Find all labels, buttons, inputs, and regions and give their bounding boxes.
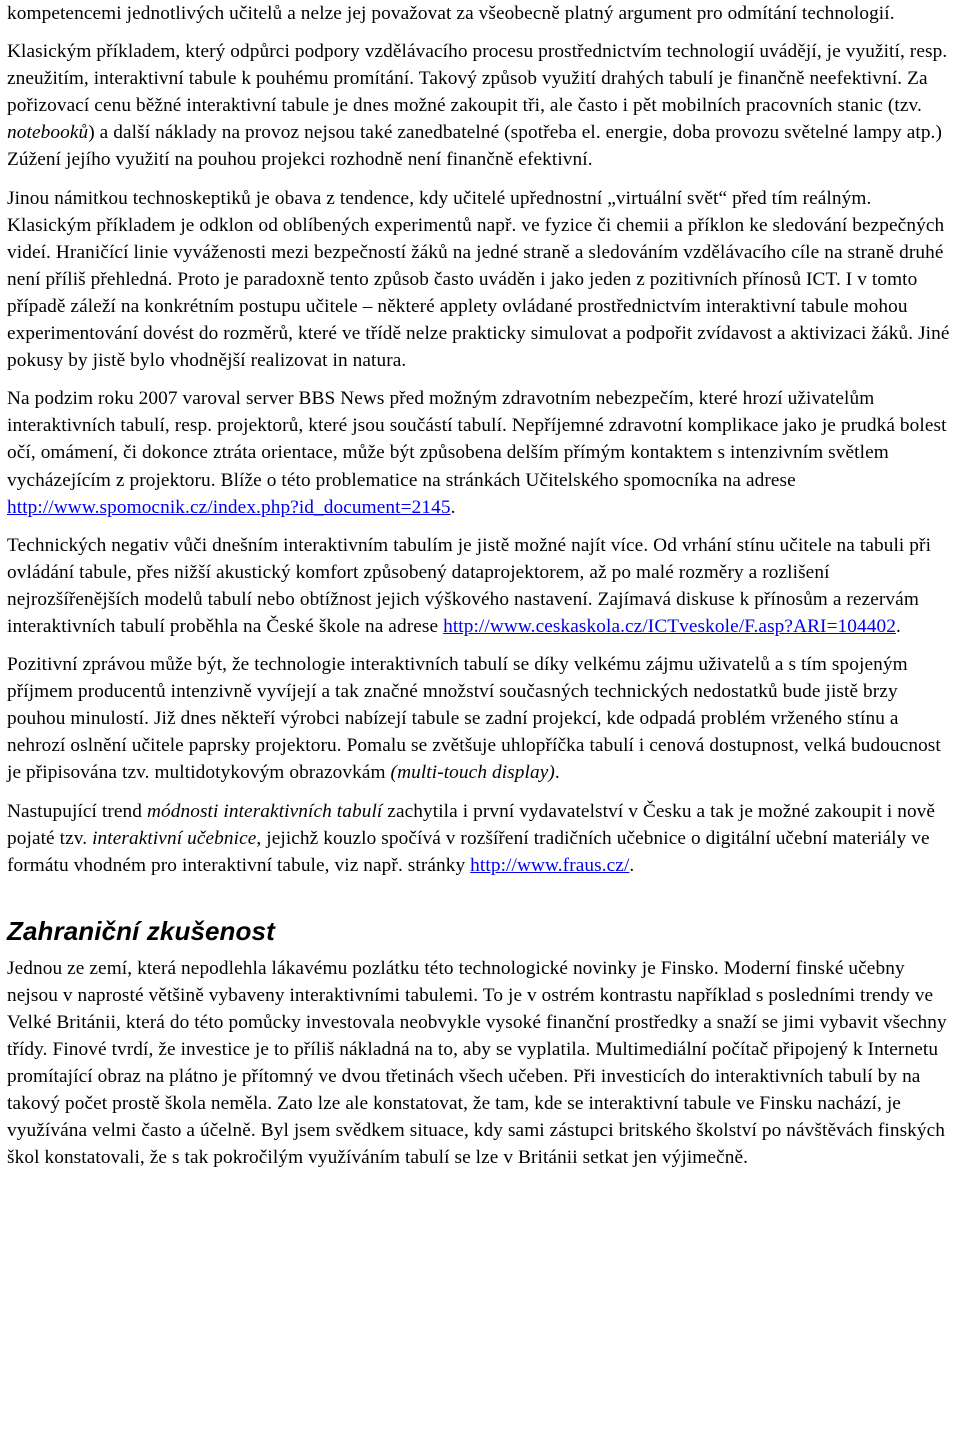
paragraph (7, 955, 955, 1172)
paragraph-text: Technických negativ vůči dnešním interaktivním tabulím je jistě možné najít více. Od vrhání stínu učitele na tabuli při ovládání tabule, přes nižší akustický komfort způsobený dataprojektorem, až po malé rozměry a rozlišení nejrozšířenějších modelů tabulí nebo obtížnost jejich výškového nastavení. Zajímavá diskuse k přínosům a rezervám interaktivních tabulí proběhla na České škole na adrese (7, 534, 932, 637)
emphasis-text: interaktivní učebnice (92, 827, 257, 849)
paragraph-text: . (450, 496, 456, 518)
section-heading: Zahraniční zkušenost (7, 915, 275, 946)
paragraph (7, 185, 955, 375)
ceskaskola-link[interactable]: http://www.ceskaskola.cz/ICTveskole/F.asp?ARI=104402 (443, 615, 896, 637)
paragraph-text: Klasickým příkladem, který odpůrci podpory vzdělávacího procesu prostřednictvím technologií uvádějí, je využití, resp. zneužitím, interaktivní tabule k pouhému promítání. Takový způsob využití drahých tabulí je finančně neefektivní. Za pořizovací cenu běžné interaktivní tabule je dnes možné zakoupit tři, ale často i pět mobilních pracovních stanic (tzv. (7, 41, 948, 117)
paragraph-text: , jejichž kouzlo spočívá v rozšíření tradičních učebnice o digitální učební materiály ve formátu vhodném pro interaktivní tabule, viz např. stránky (7, 827, 930, 876)
paragraph-text: kompetencemi jednotlivých učitelů a nelze jej považovat za všeobecně platný argument pro odmítání technologií. (7, 3, 895, 24)
paragraph (7, 0, 955, 27)
paragraph-text: ) a další náklady na provoz nejsou také zanedbatelné (spotřeba el. energie, doba provozu světelné lampy atp.) Zúžení jejího využití na pouhou projekci rozhodně není finančně efektivní. (7, 122, 942, 171)
paragraph-text: Jinou námitkou technoskeptiků je obava z tendence, kdy učitelé upřednostní „virtuální svět“ před tím reálným. Klasickým příkladem je odklon od oblíbených experimentů např. ve fyzice či chemii a příklon ke sledování bezpečných videí. Hraničící linie vyváženosti mezi bezpečností žáků na jedné straně a sledováním vzdělávacího cíle na straně druhé není příliš přehledná. Proto je paradoxně tento způsob často uváděn i jako jeden z pozitivních přínosů ICT. I v tomto případě záleží na konkrétním postupu učitele – některé applety ovládané prostřednictvím interaktivní tabule mohou experimentování dovést do rozměrů, které ve třídě nelze prakticky simulovat a podpořit zvídavost a aktivizaci žáků. Jiné pokusy by jistě bylo vhodnější realizovat in natura. (7, 187, 950, 372)
paragraph (7, 651, 955, 786)
paragraph-text: Nastupující trend (7, 800, 147, 822)
paragraph-text: . (629, 854, 635, 876)
fraus-link[interactable]: http://www.fraus.cz/ (470, 854, 630, 876)
spomocnik-link[interactable]: http://www.spomocnik.cz/index.php?id_document=2145 (7, 496, 451, 518)
paragraph (7, 532, 955, 640)
paragraph-text: . (896, 615, 901, 637)
document-page (7, 0, 955, 1183)
paragraph (7, 385, 955, 520)
paragraph (7, 798, 955, 879)
paragraph-text: Pozitivní zprávou může být, že technologie interaktivních tabulí se díky velkému zájmu uživatelů a s tím spojeným příjmem producentů intenzivně vyvíjejí a tak značné množství současných technických nedostatků bude jistě brzy pouhou minulostí. Již dnes někteří výrobci nabízejí tabule se zadní projekcí, kde odpadá problém vrženého stínu a nehrozí oslnění učitele paprsky projektoru. Pomalu se zvětšuje uhlopříčka tabulí i cenová dostupnost, velká budoucnost je připisována tzv. multidotykovým obrazovkám (7, 654, 941, 784)
emphasis-text: (multi-touch display) (390, 762, 555, 784)
emphasis-text: notebooků (7, 122, 89, 144)
paragraph-text: zachytila i první vydavatelství v Česku a tak je možné zakoupit i nově pojaté tzv. (7, 800, 936, 849)
paragraph (7, 38, 955, 173)
paragraph-text: Jednou ze zemí, která nepodlehla lákavému pozlátku této technologické novinky je Finsko. Moderní finské učebny nejsou v naprosté většině vybaveny interaktivními tabulemi. To je v ostrém kontrastu například s posledními trendy ve Velké Británii, která do této pomůcky investovala neobvykle vysoké finanční prostředky a snaží se jimi vybavit všechny třídy. Finové tvrdí, že investice je to příliš nákladná na to, aby se vyplatila. Multimediální počítač připojený k Internetu promítající obraz na plátno je přítomný ve dvou třetinách všech učeben. Při investicích do interaktivních tabulí by na takový počet prostě škola neměla. Zato lze ale konstatovat, že tam, kde se interaktivní tabule ve Finsku nachází, je využívána velmi často a účelně. Byl jsem svědkem situace, kdy sami zástupci britského školství po návštěvách finských škol konstatovali, že s tak pokročilým využíváním tabulí se lze v Británii setkat jen výjimečně. (7, 957, 947, 1169)
emphasis-text: módnosti interaktivních tabulí (146, 800, 383, 822)
paragraph-text: Na podzim roku 2007 varoval server BBS News před možným zdravotním nebezpečím, které hrozí uživatelům interaktivních tabulí, resp. projektorů, které jsou součástí tabulí. Nepříjemné zdravotní komplikace jako je prudká bolest očí, omámení, či dokonce ztráta orientace, může být způsobena delším přímým kontaktem s intenzivním světlem vycházejícím z projektoru. Blíže o této problematice na stránkách Učitelského spomocníka na adrese (7, 388, 947, 491)
paragraph-text: . (554, 762, 560, 784)
